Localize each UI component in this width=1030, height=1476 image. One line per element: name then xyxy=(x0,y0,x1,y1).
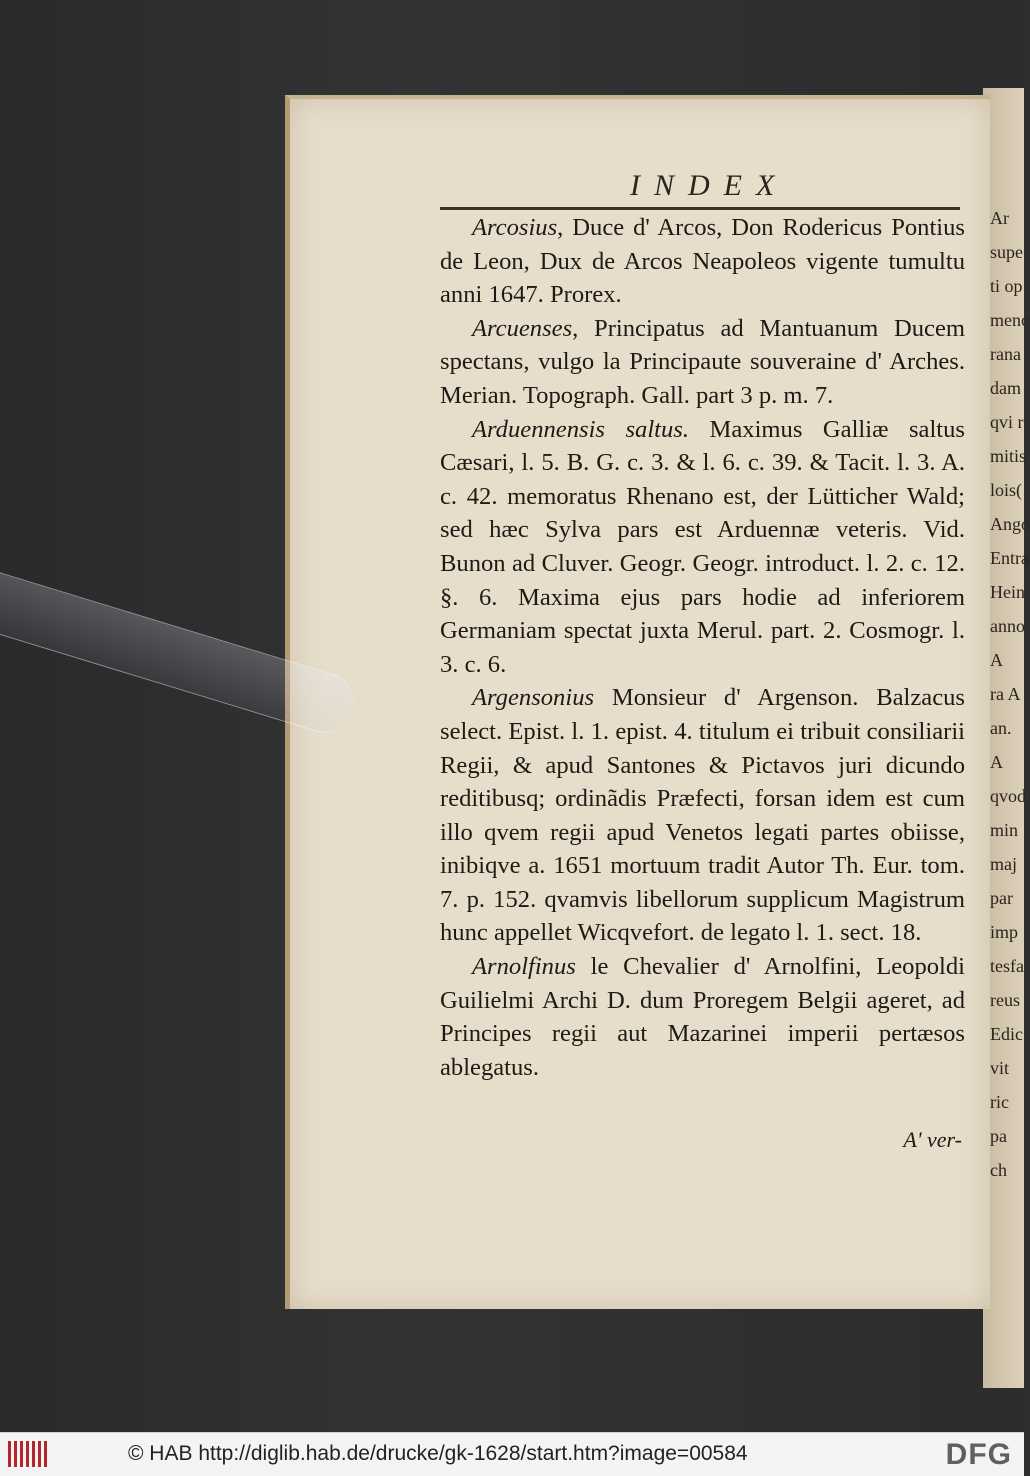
facing-page-fragment: lois( xyxy=(990,480,1023,500)
entry-text: Monsieur d' Argenson. Balzacus select. Epist. l. 1. epist. 4. titulum ei tribuit consiliarii Regii, & apud Santones & Pictavos juri dicundo reditibusq; ordinãdis Præfecti, forsan idem est cum illo qvem regii apud Venetos legati partes obiisse, inibiqve a. 1651 mortuum tradit Autor Th. Eur. tom. 7. p. 152. qvamvis libellorum supplicum Magistrum hunc appellet Wicqvefort. de legato l. 1. sect. 18. xyxy=(440,684,965,947)
facing-page-fragment: rana xyxy=(990,344,1021,364)
facing-page-fragment: A xyxy=(990,752,1003,772)
page-header: INDEX xyxy=(630,169,789,202)
facing-page-fragment: tesfa xyxy=(990,956,1024,976)
book-page xyxy=(285,95,990,1309)
facing-page-fragment: ra A xyxy=(990,684,1021,704)
facing-page-fragment: qvi r xyxy=(990,412,1024,432)
entry-head: Arcosius xyxy=(472,214,558,241)
entry-text: , Duce d' Arcos, Don Rodericus Pontius de Leon, Dux de Arcos Neapoleos vigente tumultu anni 1647. Prorex. xyxy=(440,214,965,309)
catchword: A' ver- xyxy=(903,1127,962,1152)
index-entry xyxy=(440,681,965,950)
facing-page-fragment: pa xyxy=(990,1126,1007,1146)
facing-page-fragment: qvod xyxy=(990,786,1026,806)
dfg-logo: DFG xyxy=(945,1438,1012,1471)
facing-page-fragment: Ango xyxy=(990,514,1030,534)
footer-bar xyxy=(0,1432,1024,1476)
facing-page-fragment: A xyxy=(990,650,1003,670)
facing-page-fragment: an. xyxy=(990,718,1012,738)
facing-page-fragment: Entra xyxy=(990,548,1029,568)
facing-page-fragment: mitis xyxy=(990,446,1027,466)
entry-text: , Principatus ad Mantuanum Ducem spectans, vulgo la Principaute souveraine d' Arches. Merian. Topograph. Gall. part 3 p. m. 7. xyxy=(440,314,965,409)
facing-page-fragment: ch xyxy=(990,1160,1007,1180)
page-text xyxy=(440,211,965,1084)
entry-text: le Chevalier d' Arnolfini, Leopoldi Guilielmi Archi D. dum Proregem Belgii ageret, ad Principes regii aut Mazarinei imperii pertæsos ablegatus. xyxy=(440,953,965,1081)
facing-page-fragment: menc xyxy=(990,310,1029,330)
entry-head: Arduennensis saltus. xyxy=(472,415,690,443)
hab-logo-icon xyxy=(8,1441,48,1467)
index-entry xyxy=(440,950,965,1084)
entry-head: Arnolfinus xyxy=(472,953,576,981)
index-entry xyxy=(440,211,965,312)
index-entry xyxy=(440,413,965,682)
facing-page-fragment: Edic xyxy=(990,1024,1023,1044)
facing-page-fragment: Hein xyxy=(990,582,1025,602)
entry-head: Arcuenses xyxy=(472,314,573,342)
facing-page-fragment: vit xyxy=(990,1058,1010,1078)
facing-page-fragment: ric xyxy=(990,1092,1009,1112)
facing-page-fragment: anno xyxy=(990,616,1025,636)
index-entry xyxy=(440,312,965,413)
entry-head: Argensonius xyxy=(472,684,595,712)
facing-page-fragment: maj xyxy=(990,854,1017,874)
facing-page-fragment: reus xyxy=(990,990,1020,1010)
facing-page-fragment: par xyxy=(990,888,1013,908)
facing-page-fragment: ti op xyxy=(990,276,1023,296)
facing-page-fragment: imp xyxy=(990,922,1019,942)
header-rule xyxy=(440,207,960,210)
entry-text: Maximus Galliæ saltus Cæsari, l. 5. B. G. c. 3. & l. 6. c. 39. & Tacit. l. 3. A. c. 42. memoratus Rhenano est, der Lütticher Wald; sed hæc Sylva pars est Arduennæ veteris. Vid. Bunon ad Cluver. Geogr. Geogr. introduct. l. 2. c. 12. §. 6. Maxima ejus pars hodie ad inferiorem Germaniam spectat juxta Merul. part. 2. Cosmogr. l. 3. c. 6. xyxy=(440,415,965,678)
facing-page-fragment: supe xyxy=(990,242,1023,262)
copyright-link[interactable]: © HAB http://diglib.hab.de/drucke/gk-1628/start.htm?image=00584 xyxy=(128,1442,748,1465)
facing-page-fragment: dam xyxy=(990,378,1021,398)
facing-page-fragment: min xyxy=(990,820,1019,840)
facing-page-fragment: Ar xyxy=(990,208,1009,228)
